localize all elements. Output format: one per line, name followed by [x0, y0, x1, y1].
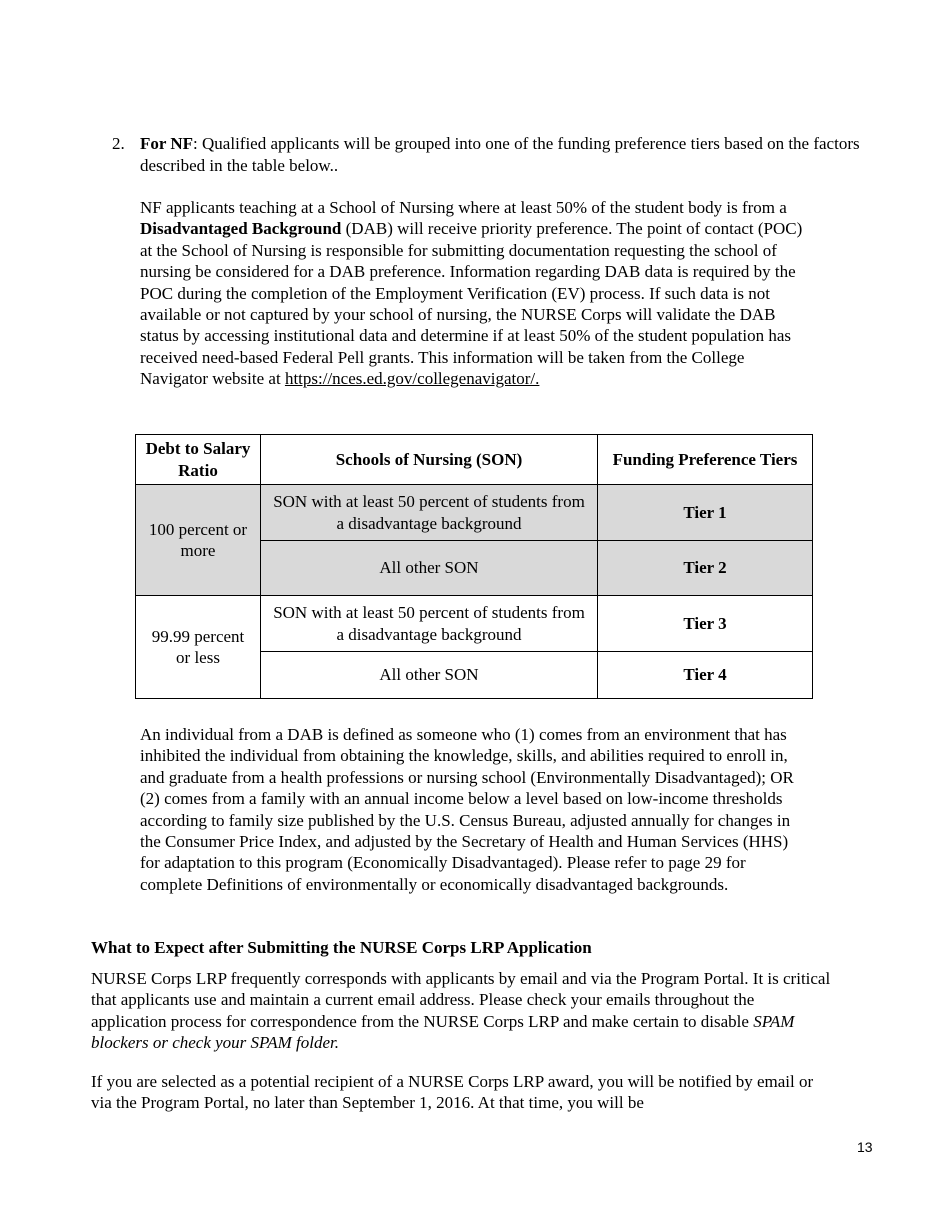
header-debt-ratio: Debt to Salary Ratio [136, 435, 261, 485]
funding-tiers-table [135, 434, 813, 699]
header-schools: Schools of Nursing (SON) [261, 435, 598, 485]
list-item-text [140, 133, 870, 176]
email-paragraph [91, 968, 831, 1054]
tier-cell: Tier 3 [598, 596, 813, 652]
dab-paragraph-text-2: (DAB) will receive priority preference. The point of contact (POC) at the School of Nursing is responsible for submitting documentation requesting the school of nursing be considered for a DAB preference. Information regarding DAB data is required by the POC during the completion of the Employment Verification (EV) process. If such data is not available or not captured by your school of nursing, the NURSE Corps will validate the DAB status by accessing institutional data and determine if at least 50% of the student population has received need-based Federal Pell grants. This information will be taken from the College Navigator website at [140, 219, 803, 389]
son-cell: All other SON [261, 652, 598, 699]
list-lead-text: : Qualified applicants will be grouped into one of the funding preference tiers based on the factors described in the table below.. [140, 134, 860, 175]
table-row [136, 596, 813, 652]
tier-cell: Tier 2 [598, 541, 813, 596]
son-cell: SON with at least 50 percent of students from a disadvantage background [261, 485, 598, 541]
table-row [136, 485, 813, 541]
college-navigator-link[interactable]: https://nces.ed.gov/collegenavigator/. [284, 369, 540, 389]
ratio-cell: 99.99 percent or less [136, 596, 261, 699]
dab-bold-term: Disadvantaged Background [140, 219, 342, 239]
son-cell: All other SON [261, 541, 598, 596]
section-heading: What to Expect after Submitting the NURSE Corps LRP Application [91, 938, 592, 957]
son-cell: SON with at least 50 percent of students from a disadvantage background [261, 596, 598, 652]
selection-paragraph: If you are selected as a potential recipient of a NURSE Corps LRP award, you will be notified by email or via the Program Portal, no later than September 1, 2016. At that time, you will be [91, 1072, 814, 1113]
dab-definition-paragraph: An individual from a DAB is defined as someone who (1) comes from an environment that has inhibited the individual from obtaining the knowledge, skills, and abilities required to enroll in, and graduate from a health professions or nursing school (Environmentally Disadvantaged); OR (2) comes from a family with an annual income below a level based on low-income thresholds according to family size published by the U.S. Census Bureau, adjusted annually for changes in the Consumer Price Index, and adjusted by the Secretary of Health and Human Services (HHS) for adaptation to this program (Economically Disadvantaged). Please refer to page 29 for complete Definitions of environmentally or economically disadvantaged backgrounds. [140, 725, 794, 894]
email-paragraph-text: NURSE Corps LRP frequently corresponds with applicants by email and via the Program Portal. It is critical that applicants use and maintain a current email address. Please check your emails throughout the application process for correspondence from the NURSE Corps LRP and make certain to disable [91, 969, 831, 1031]
table-header-row [136, 435, 813, 485]
tier-cell: Tier 1 [598, 485, 813, 541]
list-number: 2. [112, 134, 125, 153]
dab-paragraph-text-1: NF applicants teaching at a School of Nursing where at least 50% of the student body is from a [140, 198, 787, 217]
dab-paragraph [140, 197, 810, 390]
page-number: 13 [857, 1139, 873, 1155]
list-lead-bold: For NF [140, 134, 194, 153]
ratio-cell: 100 percent or more [136, 485, 261, 596]
tier-cell: Tier 4 [598, 652, 813, 699]
spam-note: SPAM blockers or check your SPAM folder. [91, 1011, 795, 1053]
header-tiers: Funding Preference Tiers [598, 435, 813, 485]
